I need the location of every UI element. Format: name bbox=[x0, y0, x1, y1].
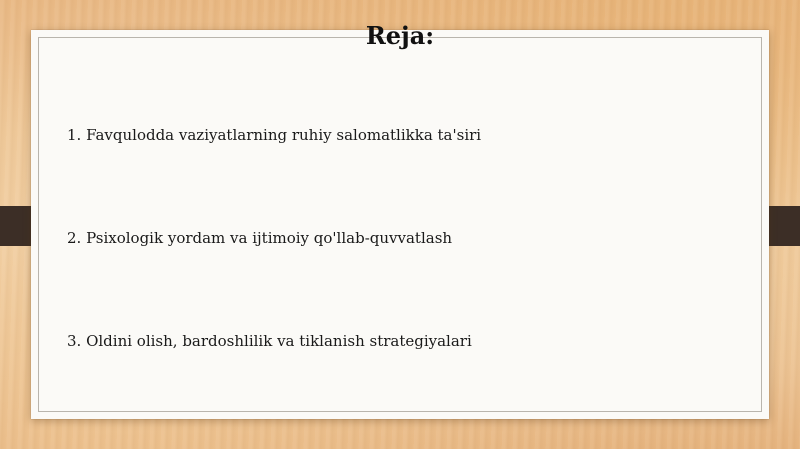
slide-title: Reja: bbox=[365, 21, 435, 50]
plan-item-3: 3. Oldini olish, bardoshlilik va tiklanish strategiyalari bbox=[67, 332, 472, 350]
plan-item-1: 1. Favqulodda vaziyatlarning ruhiy salomatlikka ta'siri bbox=[67, 126, 482, 144]
slide-paper bbox=[31, 30, 769, 419]
slide-inner-border bbox=[38, 37, 762, 412]
plan-item-2: 2. Psixologik yordam va ijtimoiy qo'llab-quvvatlash bbox=[67, 229, 453, 247]
